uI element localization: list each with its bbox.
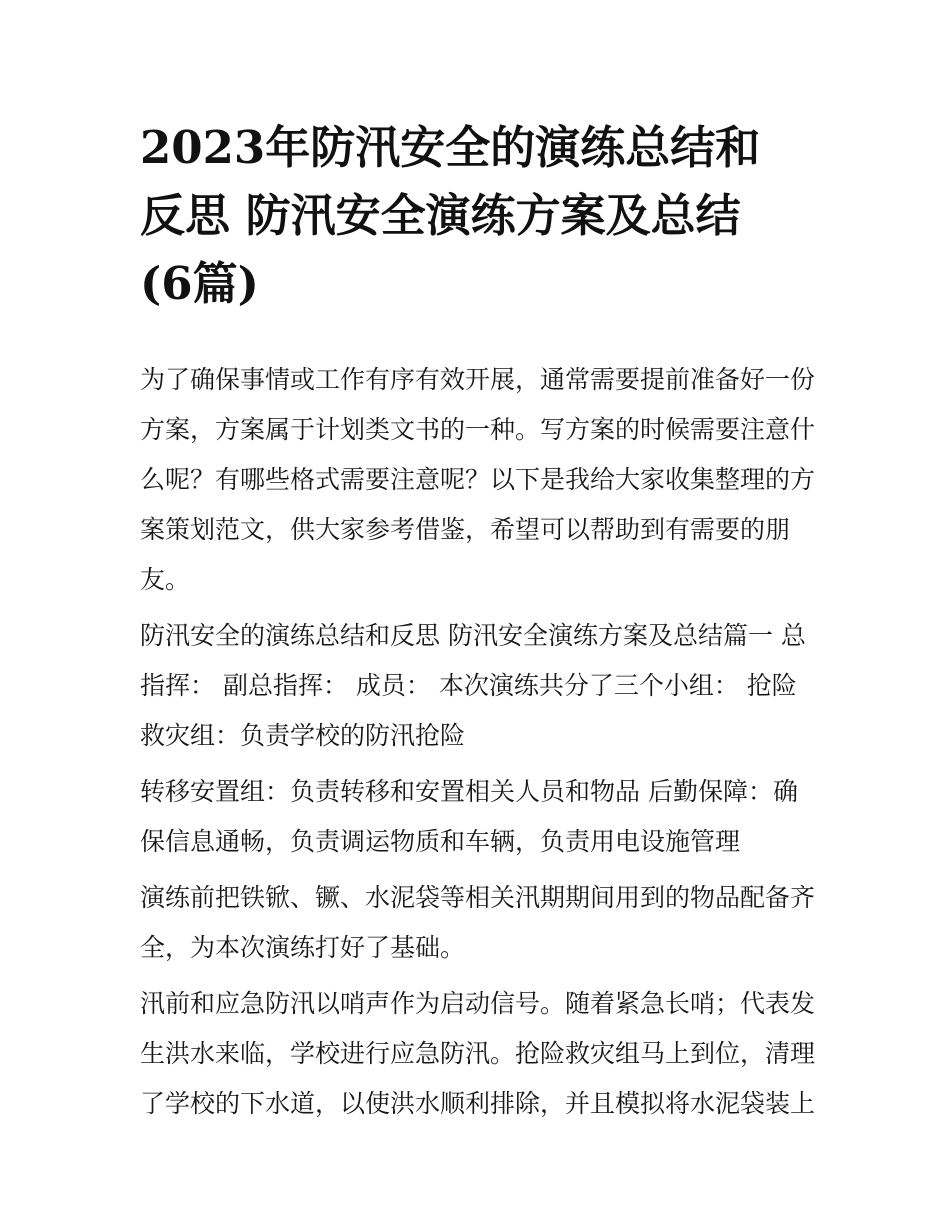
paragraph-drill: [140, 979, 820, 1129]
text-line: 生洪水来临，学校进行应急防汛。抢险救灾组马上到位，清理: [140, 1039, 816, 1068]
text-line: 全，为本次演练打好了基础。: [140, 933, 466, 962]
paragraph-organization: [140, 611, 820, 761]
text-line: 防汛安全的演练总结和反思 防汛安全演练方案及总结篇一 总: [140, 621, 806, 650]
paragraph-preparation: [140, 873, 820, 973]
text-line: 为了确保事情或工作有序有效开展，通常需要提前准备好一份: [140, 365, 816, 394]
text-line: 保信息通畅，负责调运物质和车辆，负责用电设施管理: [140, 827, 741, 856]
text-line: 演练前把铁锨、镢、水泥袋等相关汛期期间用到的物品配备齐: [140, 883, 816, 912]
text-line: 方案，方案属于计划类文书的一种。写方案的时候需要注意什: [140, 415, 816, 444]
document-title: [140, 114, 820, 318]
document-body: [140, 355, 820, 1135]
text-line: 么呢？有哪些格式需要注意呢？以下是我给大家收集整理的方: [140, 465, 816, 494]
title-line: 2023年防汛安全的演练总结和: [140, 121, 761, 174]
text-line: 转移安置组：负责转移和安置相关人员和物品 后勤保障：确: [140, 777, 798, 806]
text-line: 了学校的下水道，以使洪水顺利排除，并且模拟将水泥袋装上: [140, 1089, 816, 1118]
text-line: 案策划范文，供大家参考借鉴，希望可以帮助到有需要的朋: [140, 515, 791, 544]
paragraph-intro: [140, 355, 820, 605]
text-line: 友。: [140, 565, 191, 594]
title-line: (6篇): [140, 257, 259, 310]
text-line: 指挥： 副总指挥： 成员： 本次演练共分了三个小组： 抢险: [140, 671, 797, 700]
title-line: 反思 防汛安全演练方案及总结: [140, 189, 741, 242]
text-line: 救灾组：负责学校的防汛抢险: [140, 721, 466, 750]
paragraph-groups: [140, 767, 820, 867]
text-line: 汛前和应急防汛以哨声作为启动信号。随着紧急长哨；代表发: [140, 989, 816, 1018]
